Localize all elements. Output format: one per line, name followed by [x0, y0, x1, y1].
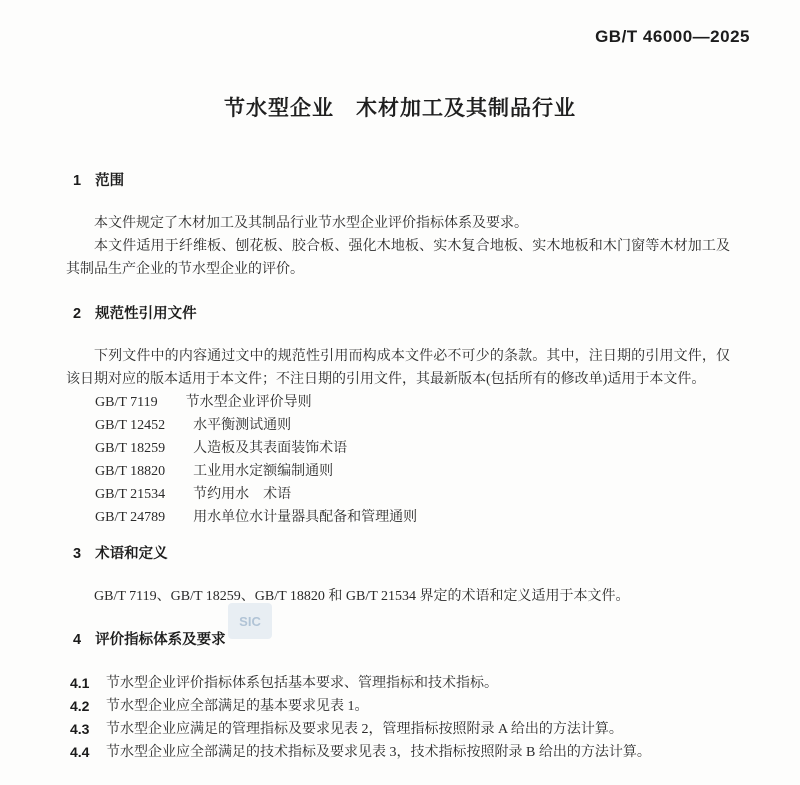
reference-title: 用水单位水计量器具配备和管理通则 — [193, 510, 418, 525]
section-title: 规范性引用文件 — [95, 306, 197, 322]
document-body — [66, 0, 730, 764]
terms-paragraph: GB/T 7119、GB/T 18259、GB/T 18820 和 GB/T 21534 界定的术语和定义适用于本文件。 — [94, 589, 630, 604]
reference-title: 工业用水定额编制通则 — [193, 464, 334, 479]
reference-code: GB/T 12452 — [95, 418, 166, 433]
document-title: 节水型企业 木材加工及其制品行业 — [224, 97, 576, 120]
scope-paragraph-2: 本文件适用于纤维板、刨花板、胶合板、强化木地板、实木复合地板、实木地板和木门窗等木材加工及其制品生产企业的节水型企业的评价。 — [66, 239, 730, 277]
clause-number: 4.4 — [70, 744, 90, 760]
section-title: 术语和定义 — [95, 546, 168, 562]
reference-item — [66, 506, 730, 529]
references-intro-paragraph: 下列文件中的内容通过文中的规范性引用而构成本文件必不可少的条款。其中，注日期的引用文件，仅该日期对应的版本适用于本文件；不注日期的引用文件，其最新版本(包括所有的修改单)适用于本文件。 — [66, 349, 730, 387]
scope-paragraph-1: 本文件规定了木材加工及其制品行业节水型企业评价指标体系及要求。 — [94, 216, 528, 231]
section-heading-scope — [66, 170, 730, 193]
section-number: 1 — [73, 173, 82, 189]
clause-4-2 — [66, 695, 730, 718]
section-title: 评价指标体系及要求 — [95, 632, 226, 648]
reference-code: GB/T 18820 — [95, 464, 166, 479]
reference-code: GB/T 21534 — [95, 487, 166, 502]
reference-code: GB/T 7119 — [95, 395, 158, 410]
clause-list — [66, 672, 730, 764]
section-heading-normative-references — [66, 303, 730, 326]
section-number: 2 — [73, 306, 82, 322]
clause-number: 4.2 — [70, 698, 90, 714]
clause-text: 节水型企业应全部满足的技术指标及要求见表 3，技术指标按照附录 B 给出的方法计算。 — [106, 745, 651, 760]
standard-code: GB/T 46000—2025 — [595, 27, 750, 46]
reference-item — [66, 460, 730, 483]
reference-title: 水平衡测试通则 — [193, 418, 292, 433]
section-heading-evaluation-index — [66, 629, 730, 652]
reference-code: GB/T 24789 — [95, 510, 166, 525]
reference-item — [66, 483, 730, 506]
clause-4-1 — [66, 672, 730, 695]
reference-code: GB/T 18259 — [95, 441, 166, 456]
section-number: 4 — [73, 632, 82, 648]
clause-text: 节水型企业应满足的管理指标及要求见表 2，管理指标按照附录 A 给出的方法计算。 — [106, 722, 623, 737]
reference-title: 人造板及其表面装饰术语 — [193, 441, 348, 456]
reference-item — [66, 391, 730, 414]
reference-title: 节约用水 术语 — [193, 487, 292, 502]
section-title: 范围 — [95, 173, 125, 189]
clause-4-3 — [66, 718, 730, 741]
reference-list — [66, 391, 730, 529]
section-heading-terms-definitions — [66, 543, 730, 566]
section-number: 3 — [73, 546, 82, 562]
reference-item — [66, 414, 730, 437]
reference-item — [66, 437, 730, 460]
clause-4-4 — [66, 741, 730, 764]
clause-number: 4.1 — [70, 675, 90, 691]
clause-number: 4.3 — [70, 721, 90, 737]
clause-text: 节水型企业评价指标体系包括基本要求、管理指标和技术指标。 — [106, 676, 498, 691]
scan-watermark: SIC — [228, 603, 272, 639]
clause-text: 节水型企业应全部满足的基本要求见表 1。 — [106, 699, 369, 714]
reference-title: 节水型企业评价导则 — [185, 395, 312, 410]
